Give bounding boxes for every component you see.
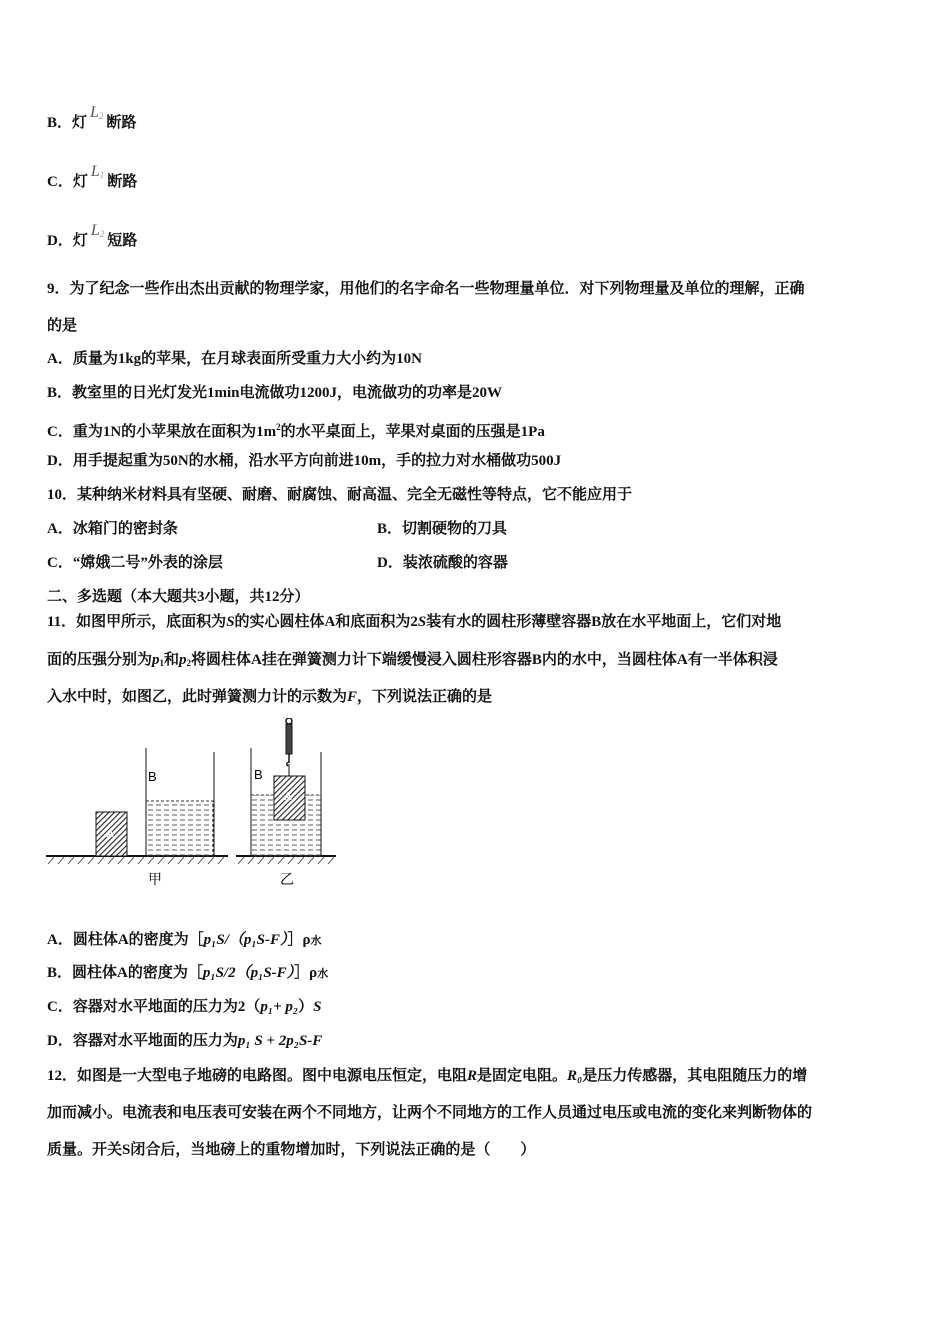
caption-jia: 甲	[148, 871, 162, 887]
label-b: B	[148, 769, 157, 784]
q10-option-a: A．冰箱门的密封条	[47, 521, 178, 537]
q11-figure	[44, 718, 344, 893]
label-a: A	[106, 828, 114, 840]
label-a: A	[284, 791, 292, 803]
q12-stem-line2: 加而减小。电流表和电压表可安装在两个不同地方，让两个不同地方的工作人员通过电压或电流的变化来判断物体的	[47, 1105, 813, 1121]
q8-option-d: D．灯$L_2$ 短路	[47, 222, 138, 249]
water-left	[146, 801, 213, 856]
q11-option-c: C．容器对水平地面的压力为2（p₁+ p₂）S	[47, 999, 322, 1015]
q11-stem-line3: 入水中时，如图乙，此时弹簧测力计的示数为F，下列说法正确的是	[47, 689, 493, 705]
lamp-symbol: $L_2$	[90, 222, 105, 239]
q9-stem-cont: 的是	[47, 318, 78, 334]
q11-option-d: D．容器对水平地面的压力为p₁ S + 2p₂S-F	[47, 1033, 323, 1049]
q11-option-b: B．圆柱体A的密度为［p₁S/2（p₁S-F）］ρ水	[47, 965, 329, 981]
q12-stem-line1: 12．如图是一大型电子地磅的电路图。图中电源电压恒定，电阻R是固定电阻。R₀是压力传感器，其电阻随压力的增	[47, 1068, 808, 1084]
q9-option-a: A．质量为1kg的苹果，在月球表面所受重力大小约为10N	[47, 351, 423, 367]
q11-stem-line2: 面的压强分别为$p_1$和$p_2$将圆柱体A挂在弹簧测力计下端缓慢浸入圆柱形容器B内的水中，当圆柱体A有一半体积浸	[47, 652, 778, 668]
q10-option-c: C．“嫦娥二号”外表的涂层	[47, 555, 223, 571]
q12-stem-line3: 质量。开关S闭合后，当地磅上的重物增加时，下列说法正确的是（ ）	[47, 1142, 536, 1158]
section-heading: 二、多选题（本大题共3小题，共12分）	[47, 589, 310, 605]
q11-stem-line1: 11．如图甲所示，底面积为S的实心圆柱体A和底面积为2S装有水的圆柱形薄壁容器B放在水平地面上，它们对地	[47, 614, 782, 630]
q9-option-d: D．用手提起重为50N的水桶，沿水平方向前进10m，手的拉力对水桶做功500J	[47, 453, 562, 469]
ground-right	[236, 856, 336, 864]
q10-option-b: B．切割硬物的刀具	[377, 521, 508, 537]
q9-option-c: C．重为1N的小苹果放在面积为$1m^2$的水平桌面上，苹果对桌面的压强是1Pa	[47, 422, 545, 440]
q8-option-c: C．灯$L_1$ 断路	[47, 163, 138, 190]
lamp-symbol: $L_1$	[90, 163, 105, 180]
q8-option-b: B．灯$L_2$ 断路	[47, 104, 137, 131]
q10-option-d: D．装浓硫酸的容器	[377, 555, 508, 571]
spring-scale	[286, 718, 292, 776]
q11-option-a: A．圆柱体A的密度为［p₁S/（p₁S-F）］ρ水	[47, 932, 322, 948]
q9-option-b: B．教室里的日光灯发光1min电流做功1200J，电流做功的功率是20W	[47, 385, 503, 401]
q10-stem: 10．某种纳米材料具有坚硬、耐磨、耐腐蚀、耐高温、完全无磁性等特点，它不能应用于	[47, 487, 633, 503]
lamp-symbol: $L_2$	[90, 104, 104, 121]
caption-yi: 乙	[280, 871, 294, 887]
ground-left	[46, 856, 228, 864]
q9-stem: 9．为了纪念一些作出杰出贡献的物理学家，用他们的名字命名一些物理量单位．对下列物理量及单位的理解，正确	[47, 281, 805, 297]
label-b: B	[254, 767, 263, 782]
